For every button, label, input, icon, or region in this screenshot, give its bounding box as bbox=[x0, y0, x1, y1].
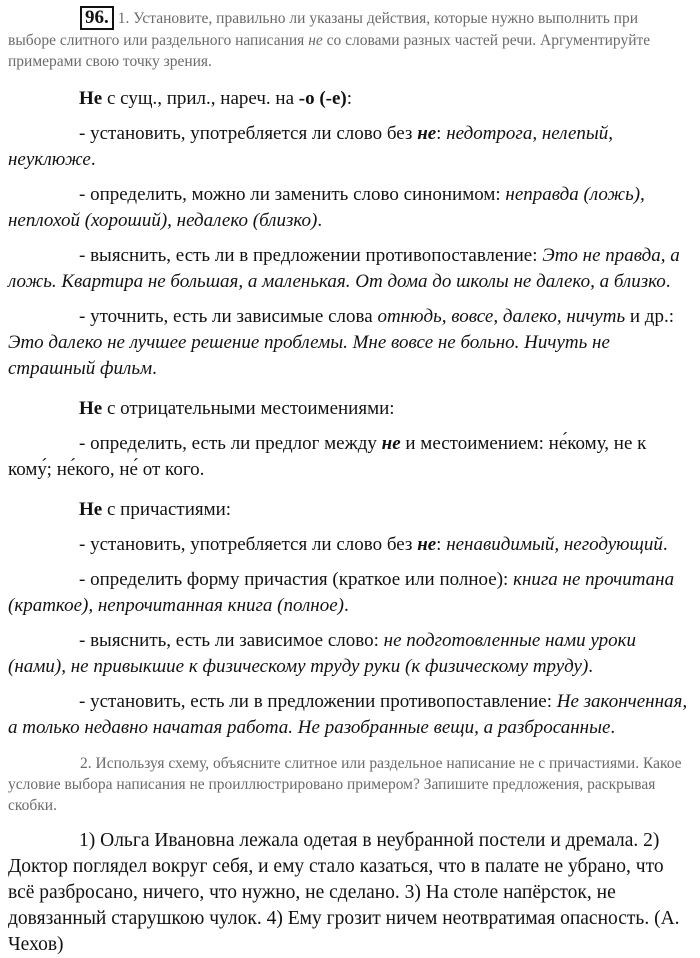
text-segment: с сущ., прил., нареч. на bbox=[102, 88, 299, 109]
text-segment: недотрога, нелепый, неуклюже bbox=[8, 123, 614, 170]
text-segment: . bbox=[610, 717, 616, 738]
text-segment: . bbox=[662, 534, 668, 555]
rule-heading bbox=[8, 86, 688, 112]
text-segment: - определить, есть ли предлог между bbox=[79, 433, 382, 454]
rule-item bbox=[8, 532, 688, 558]
rule-item bbox=[8, 628, 688, 680]
text-segment: с причастиями: bbox=[102, 499, 232, 520]
text-segment: - уточнить, есть ли зависимые слова bbox=[79, 306, 378, 327]
text-segment: - установить, употребляется ли слово без bbox=[79, 534, 418, 555]
text-segment: книга не прочитана (краткое), непрочитанная книга (полное) bbox=[8, 569, 675, 616]
rules-list bbox=[8, 86, 688, 741]
text-segment: Это далеко не лучшее решение проблемы. Мне вовсе не больно. Ничуть не страшный фильм bbox=[8, 332, 610, 379]
text-segment: : bbox=[436, 534, 447, 555]
text-segment: - определить форму причастия (краткое или полное): bbox=[79, 569, 514, 590]
text-segment: с отрицательными местоимениями: bbox=[102, 398, 395, 419]
text-segment: и местоимением: не́кому, не к кому́; не́кого, не́ от кого. bbox=[8, 433, 647, 480]
text-segment: - установить, есть ли в предложении противопоставление: bbox=[79, 691, 557, 712]
rule-heading bbox=[8, 396, 688, 422]
text-segment: . bbox=[90, 149, 96, 170]
exercise-instruction-2: 2. Используя схему, объясните слитное или раздельное написание не с причастиями. Какое условие выбора написания не проиллюстрировано примером? Запишите предложения, раскрывая скобки. bbox=[8, 755, 682, 814]
rule-item bbox=[8, 431, 688, 483]
text-segment: - выяснить, есть ли зависимое слово: bbox=[79, 630, 384, 651]
text-segment: и др.: bbox=[625, 306, 674, 327]
text-segment: - определить, можно ли заменить слово синонимом: bbox=[79, 184, 506, 205]
text-segment: . bbox=[152, 358, 157, 379]
rule-item bbox=[8, 243, 688, 295]
text-segment: - установить, употребляется ли слово без bbox=[79, 123, 418, 144]
text-segment: . bbox=[343, 595, 349, 616]
text-segment: . bbox=[317, 210, 323, 231]
text-segment: . bbox=[665, 271, 671, 292]
rule-item bbox=[8, 689, 688, 741]
rule-item bbox=[8, 304, 688, 382]
text-segment: отнюдь, вовсе, далеко, ничуть bbox=[377, 306, 626, 327]
text-segment: не bbox=[381, 433, 401, 454]
text-segment: . bbox=[588, 656, 594, 677]
exercise-sentences: 1) Ольга Ивановна лежала одетая в неубранной постели и дремала. 2) Доктор поглядел вокруг себя, и ему стало казаться, что в палате не убрано, что всё разбросано, ничего, что нужно, не сделано. 3) На столе напёрсток, не довязанный старушкою чулок. 4) Ему грозит ничем неотвратимая опасность. (А. Чехов) bbox=[8, 830, 680, 955]
text-segment: Не bbox=[79, 88, 103, 109]
text-segment: не подготовленные нами уроки (нами), не привыкшие к физическому труду руки (к физическому труду) bbox=[8, 630, 636, 677]
text-segment: : bbox=[346, 88, 353, 109]
text-segment: ненавидимый, негодующий bbox=[446, 534, 663, 555]
text-segment: не bbox=[417, 534, 437, 555]
text-segment: : bbox=[436, 123, 447, 144]
text-segment: Это не правда, а ложь. Квартира не большая, а маленькая. От дома до школы не далеко, а близко bbox=[8, 245, 680, 292]
text-segment: - выяснить, есть ли в предложении противопоставление: bbox=[79, 245, 543, 266]
text-segment: неправда (ложь), неплохой (хороший), недалеко (близко) bbox=[8, 184, 645, 231]
exercise-instruction-1 bbox=[8, 6, 688, 72]
text-segment: не bbox=[417, 123, 437, 144]
exercise-number: 96. bbox=[80, 6, 114, 30]
instruction-1-segment: не bbox=[308, 32, 323, 49]
instruction-1-segment: со словами разных частей речи. Аргументируйте примерами свою точку зрения. bbox=[8, 32, 651, 70]
rule-item bbox=[8, 182, 688, 234]
text-segment: -о (-е) bbox=[298, 88, 347, 109]
text-segment: Не bbox=[79, 398, 103, 419]
text-segment: Не bbox=[79, 499, 103, 520]
instruction-1-segment: 1. Установите, правильно ли указаны действия, которые нужно выполнить при выборе слитного или раздельного написания bbox=[8, 10, 638, 49]
rule-item bbox=[8, 121, 688, 173]
rule-heading bbox=[8, 497, 688, 523]
rule-item bbox=[8, 567, 688, 619]
text-segment: Не законченная, а только недавно начатая работа. Не разобранные вещи, а разбросанные bbox=[8, 691, 688, 738]
